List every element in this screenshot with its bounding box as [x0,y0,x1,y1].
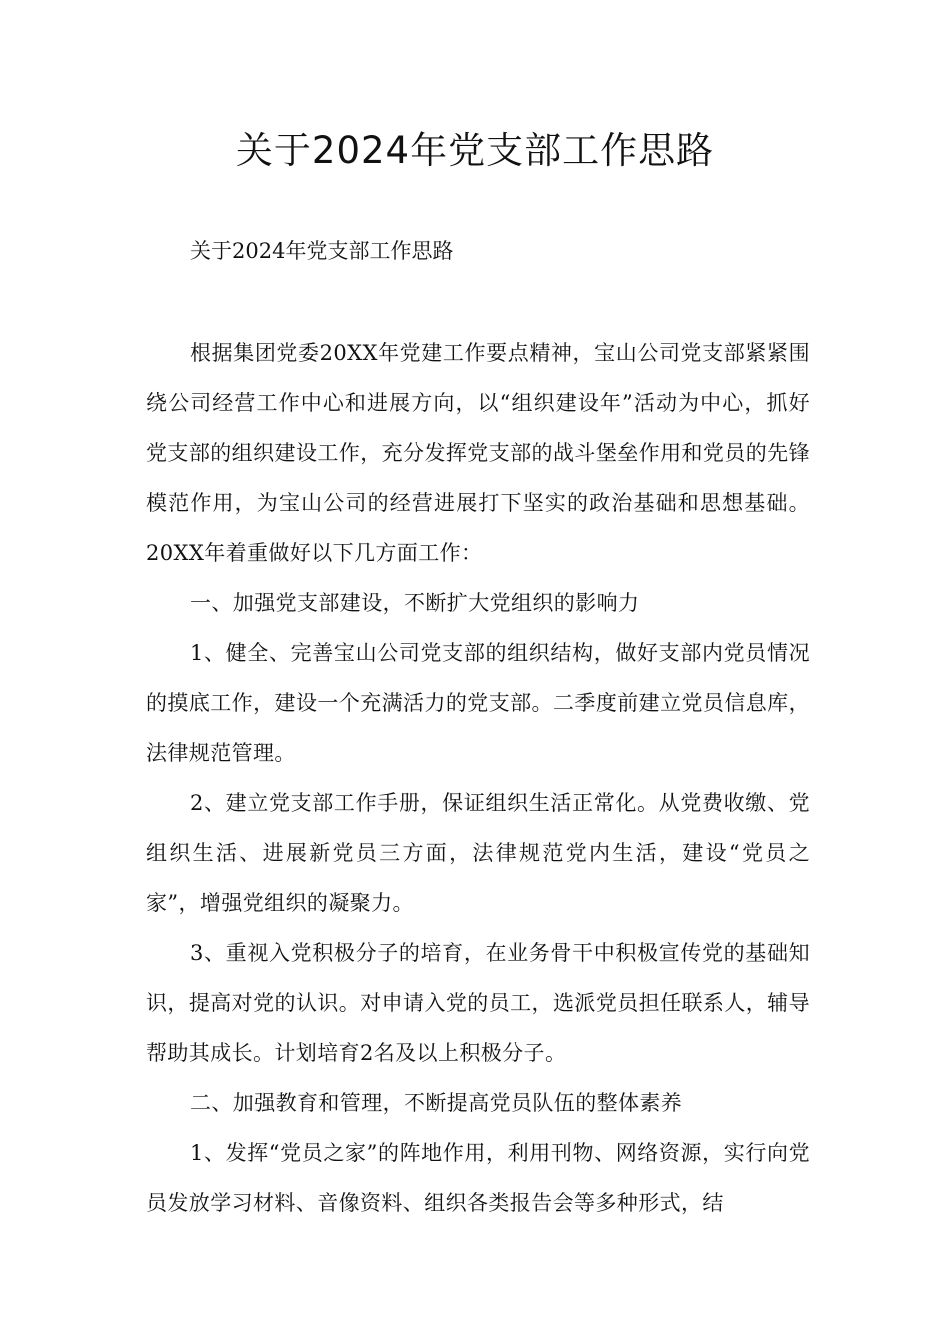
section-heading-2: 二、加强教育和管理，不断提高党员队伍的整体素养 [190,1091,683,1115]
paragraph-item-1-2: 2、建立党支部工作手册，保证组织生活正常化。从党费收缴、党组织生活、进展新党员三方面，法律规范党内生活，建设“党员之家”，增强党组织的凝聚力。 [146,791,810,915]
document-title: 关于2024年党支部工作思路 [235,129,715,172]
paragraph-item-1-3: 3、重视入党积极分子的培育，在业务骨干中积极宣传党的基础知识，提高对党的认识。对申请入党的员工，选派党员担任联系人，辅导帮助其成长。计划培育2名及以上积极分子。 [146,941,810,1065]
paragraph-item-1-1: 1、健全、完善宝山公司党支部的组织结构，做好支部内党员情况的摸底工作，建设一个充满活力的党支部。二季度前建立党员信息库，法律规范管理。 [146,641,810,765]
paragraph-item-2-1: 1、发挥“党员之家”的阵地作用，利用刊物、网络资源，实行向党员发放学习材料、音像资料、组织各类报告会等多种形式，结 [146,1141,810,1215]
document-subtitle: 关于2024年党支部工作思路 [190,239,454,263]
document-body [146,328,810,1228]
section-heading-1: 一、加强党支部建设，不断扩大党组织的影响力 [190,591,640,615]
paragraph-intro: 根据集团党委20XX年党建工作要点精神，宝山公司党支部紧紧围绕公司经营工作中心和进展方向，以“组织建设年”活动为中心，抓好党支部的组织建设工作，充分发挥党支部的战斗堡垒作用和党员的先锋模范作用，为宝山公司的经营进展打下坚实的政治基础和思想基础。20XX年着重做好以下几方面工作： [146,341,810,565]
